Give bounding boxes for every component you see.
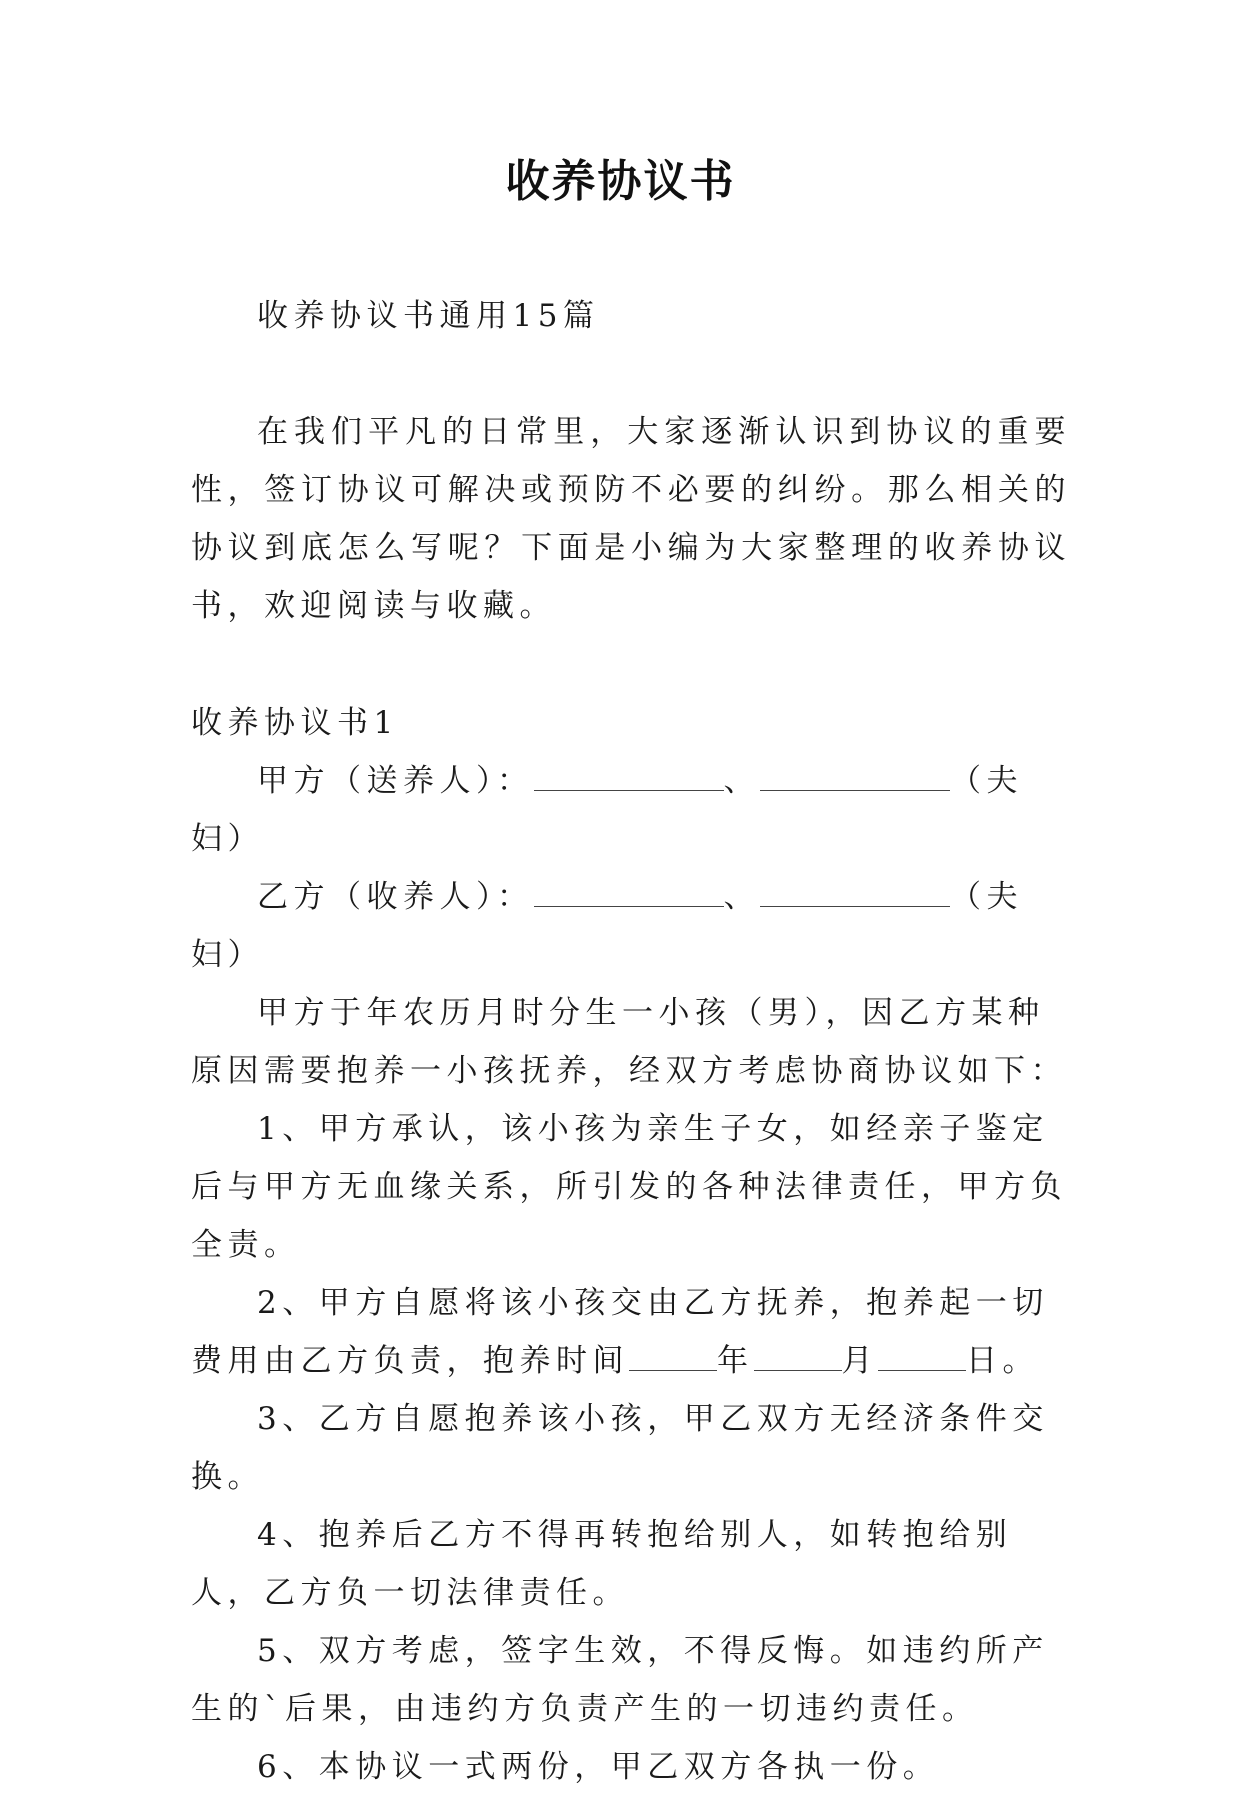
party-a-blank-1 bbox=[534, 756, 724, 791]
party-b-blank-2 bbox=[760, 872, 950, 907]
day-label: 日。 bbox=[966, 1343, 1039, 1379]
party-a-suffix: （夫妇） bbox=[191, 763, 1023, 857]
document-title: 收养协议书 bbox=[505, 156, 736, 207]
year-blank bbox=[629, 1336, 717, 1371]
month-blank bbox=[754, 1336, 842, 1371]
intro-paragraph: 在我们平凡的日常里，大家逐渐认识到协议的重要性，签订协议可解决或预防不必要的纠纷。那么相关的协议到底怎么写呢？下面是小编为大家整理的收养协议书，欢迎阅读与收藏。 bbox=[191, 414, 1071, 624]
year-label: 年 bbox=[717, 1343, 754, 1379]
party-a-blank-2 bbox=[760, 756, 950, 791]
agreement-body bbox=[191, 752, 1071, 1796]
clause-1: 1、甲方承认，该小孩为亲生子女，如经亲子鉴定后与甲方无血缘关系，所引发的各种法律责任，甲方负全责。 bbox=[191, 1111, 1067, 1263]
party-a-line bbox=[191, 752, 1071, 868]
party-b-suffix: （夫妇） bbox=[191, 879, 1023, 973]
preamble-paragraph: 甲方于年农历月时分生一小孩（男），因乙方某种原因需要抱养一小孩抚养，经双方考虑协商协议如下： bbox=[191, 995, 1067, 1089]
party-a-separator: 、 bbox=[723, 763, 760, 799]
party-a-label: 甲方（送养人）： bbox=[257, 763, 534, 799]
party-b-blank-1 bbox=[534, 872, 724, 907]
party-b-label: 乙方（收养人）： bbox=[257, 879, 534, 915]
clause-2 bbox=[191, 1274, 1071, 1390]
party-b-line bbox=[191, 868, 1071, 984]
clause-6: 6、本协议一式两份，甲乙双方各执一份。 bbox=[257, 1749, 940, 1785]
clause-5: 5、双方考虑，签字生效，不得反悔。如违约所产生的`后果，由违约方负责产生的一切违约责任。 bbox=[191, 1633, 1049, 1727]
clause-4: 4、抱养后乙方不得再转抱给别人，如转抱给别人，乙方负一切法律责任。 bbox=[191, 1517, 1013, 1611]
day-blank bbox=[878, 1336, 966, 1371]
clause-3: 3、乙方自愿抱养该小孩，甲乙双方无经济条件交换。 bbox=[191, 1401, 1049, 1495]
month-label: 月 bbox=[841, 1343, 878, 1379]
clause-2-text: 2、甲方自愿将该小孩交由乙方抚养，抱养起一切费用由乙方负责，抱养时间 bbox=[191, 1285, 1049, 1379]
document-subtitle: 收养协议书通用15篇 bbox=[257, 298, 600, 334]
party-b-separator: 、 bbox=[723, 879, 760, 915]
section-title: 收养协议书1 bbox=[191, 705, 399, 741]
